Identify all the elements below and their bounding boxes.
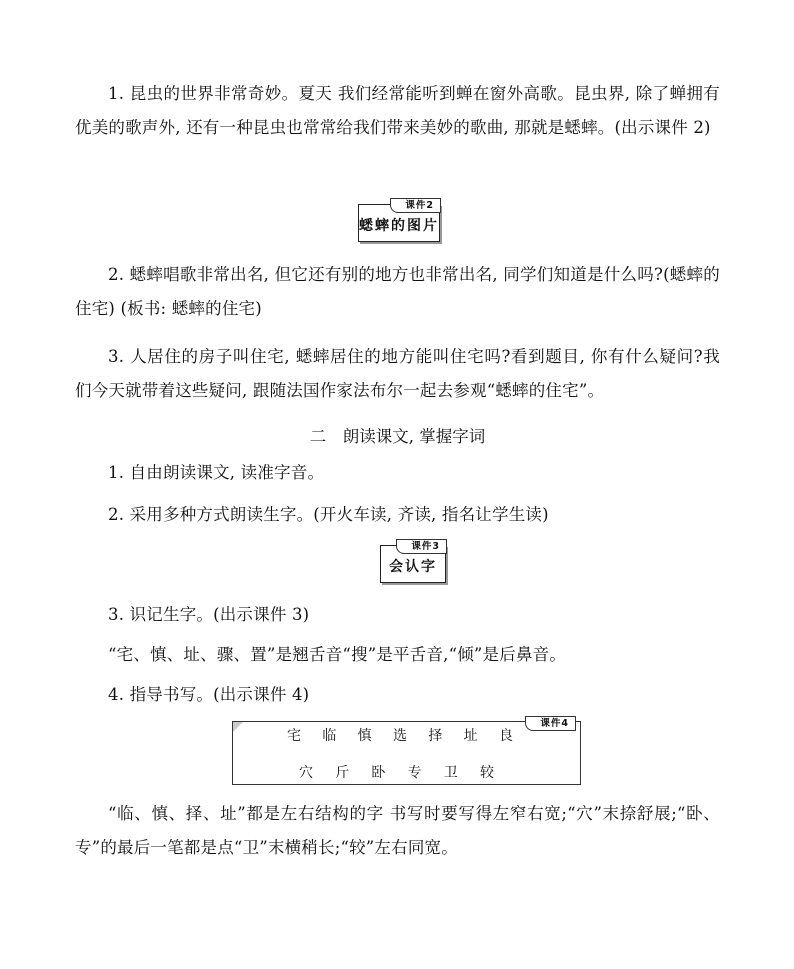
paragraph-residence-question: 3. 人居住的房子叫住宅, 蟋蟀居住的地方能叫住宅吗?看到题目, 你有什么疑问?我们今天就带着这些疑问, 跟随法国作家法布尔一起去参观“蟋蟀的住宅”。: [75, 347, 720, 400]
courseware-3-box: [380, 541, 446, 583]
courseware-2-box: [358, 200, 440, 242]
paragraph-reading-methods: 2. 采用多种方式朗读生字。(开火车读, 齐读, 指名让学生读): [108, 505, 549, 524]
paragraph-writing-guide: 4. 指导书写。(出示课件 4): [108, 685, 310, 704]
courseware-3-title: 会认字: [389, 559, 437, 575]
character: 专: [407, 765, 422, 781]
character: 较: [479, 765, 494, 781]
character: 宅: [287, 728, 301, 744]
character: 慎: [357, 728, 372, 744]
section-heading-2: 二 朗读课文, 掌握字词: [309, 427, 486, 446]
folded-corner-decoration: [233, 722, 243, 732]
courseware-3-tag: 课件3: [396, 539, 447, 554]
character-row-1: [287, 725, 513, 745]
courseware-2-title: 蟋蟀的图片: [359, 218, 439, 234]
courseware-4-tag: 课件4: [525, 716, 576, 731]
character-row-2: [299, 762, 494, 782]
paragraph-cricket-fame: 2. 蟋蟀唱歌非常出名, 但它还有别的地方也非常出名, 同学们知道是什么吗?(蟋蟀的住宅) (板书: 蟋蟀的住宅): [75, 265, 720, 318]
character: 斤: [335, 765, 350, 781]
character: 良: [498, 728, 513, 744]
paragraph-intro-insects: 1. 昆虫的世界非常奇妙。夏天 我们经常能听到蝉在窗外高歌。昆虫界, 除了蝉拥有优美的歌声外, 还有一种昆虫也常常给我们带来美妙的歌曲, 那就是蟋蟀。(出示课件 2): [75, 84, 720, 137]
character: 选: [392, 728, 407, 744]
courseware-4-box: [232, 718, 581, 785]
character: 穴: [299, 765, 313, 781]
character: 卫: [443, 765, 458, 781]
character: 择: [428, 728, 443, 744]
courseware-2-tag: 课件2: [390, 198, 441, 213]
paragraph-pronunciation: “宅、慎、址、骤、置”是翘舌音“搜”是平舌音,“倾”是后鼻音。: [108, 645, 567, 664]
paragraph-free-reading: 1. 自由朗读课文, 读准字音。: [108, 463, 325, 482]
paragraph-memorize-characters: 3. 识记生字。(出示课件 3): [108, 605, 310, 624]
character: 卧: [371, 765, 386, 781]
character: 临: [322, 728, 337, 744]
character: 址: [463, 728, 478, 744]
paragraph-stroke-guidance: “临、慎、择、址”都是左右结构的字 书写时要写得左窄右宽;“穴”末捺舒展;“卧、专”的最后一笔都是点“卫”末横稍长;“较”左右同宽。: [75, 804, 720, 857]
